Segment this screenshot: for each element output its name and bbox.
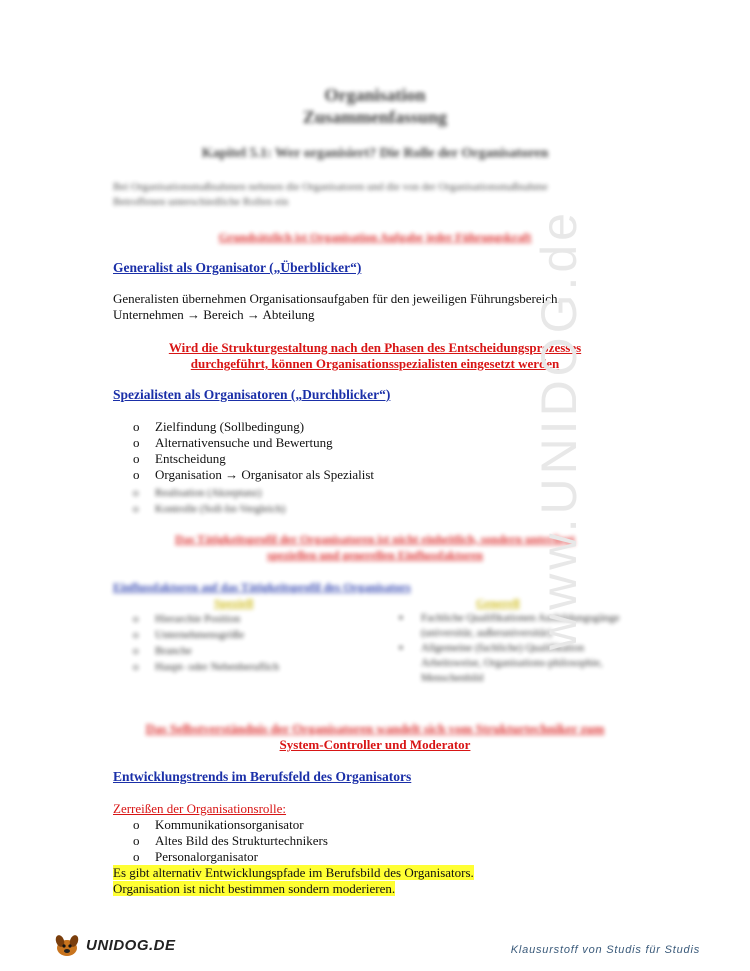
specialists-heading: Spezialisten als Organisatoren („Durchblicker“) <box>113 387 391 402</box>
list-item: o Haupt- oder Nebenberuflich <box>133 659 279 675</box>
special-column-head: Speziell <box>214 596 254 610</box>
specialists-list-blurred <box>133 485 285 517</box>
activity-note-line-2: speziellen und generellen Einflussfaktoren <box>267 548 483 562</box>
list-item: o Entscheidung <box>133 451 374 467</box>
factors-heading: Einflussfaktoren auf das Tätigkeitsprofil des Organisators <box>113 580 411 594</box>
dog-mascot-icon <box>52 932 82 958</box>
trends-heading: Entwicklungstrends im Berufsfeld des Organisators <box>113 769 412 784</box>
phases-note-line-2: durchgeführt, können Organisationsspezialisten eingesetzt werden <box>190 356 560 371</box>
self-note <box>0 721 750 753</box>
title-line-1: Organisation <box>324 85 426 105</box>
list-item: o Kommunikationsorganisator <box>133 817 328 833</box>
footer-logo <box>52 931 176 959</box>
list-item: ▪ Fachliche Qualifikationen Ausbildungsgänge (universitär, außeruniversitär) <box>399 611 629 641</box>
self-note-line-1: Das Selbstverständnis der Organisatoren wandelt sich vom Strukturtechniker zum <box>145 721 605 736</box>
list-item: o Realisation (Akzeptanz) <box>133 485 285 501</box>
trends-list <box>133 817 328 865</box>
role-heading: Zerreißen der Organisationsrolle: <box>113 801 287 816</box>
highlight-text-2: Organisation ist nicht bestimmen sondern moderieren. <box>113 881 396 896</box>
highlight-text-1: Es gibt alternativ Entwicklungspfade im Berufsbild des Organisators. <box>113 865 474 880</box>
footer-logo-text: UNIDOG.DE <box>86 936 176 954</box>
footer-tagline: Klausurstoff von Studis für Studis <box>510 944 700 956</box>
principle-note <box>0 229 750 245</box>
watermark: www.UNIDOG.de <box>531 209 587 650</box>
activity-note <box>0 531 750 563</box>
phases-note-line-1: Wird die Strukturgestaltung nach den Phasen des Entscheidungsprozesses <box>168 340 582 355</box>
list-item: o Kontrolle (Soll-Ist-Vergleich) <box>133 501 285 517</box>
list-item: o Zielfindung (Sollbedingung) <box>133 419 374 435</box>
highlight-line-2 <box>113 881 395 897</box>
highlight-line-1 <box>113 865 474 881</box>
list-item: o Branche <box>133 643 279 659</box>
special-factors-list <box>133 611 279 675</box>
document-title <box>0 84 750 128</box>
intro-paragraph: Bei Organisationsmaßnahmen nehmen die Organisatoren und die von der Organisationsmaßnahme Betroffenen unterschiedliche Rollen ein <box>113 181 548 208</box>
list-item: o Hierarchie Position <box>133 611 279 627</box>
generalist-text-1: Generalisten übernehmen Organisationsaufgaben für den jeweiligen Führungsbereich. <box>113 291 561 306</box>
principle-text: Grundsätzlich ist Organisation Aufgabe jeder Führungskraft <box>218 230 532 244</box>
generalist-text-2: Unternehmen → Bereich → Abteilung <box>113 307 315 322</box>
list-item: ▪ Allgemeine (fachliche) Qualifikation Arbeitsweise, Organisations-philosophie, Menschenbild <box>399 641 629 686</box>
general-factors-list <box>399 611 629 686</box>
list-item: o Alternativensuche und Bewertung <box>133 435 374 451</box>
self-note-line-2: System-Controller und Moderator <box>279 737 471 752</box>
title-line-2: Zusammenfassung <box>302 107 448 127</box>
phases-note <box>0 340 750 372</box>
generalist-heading: Generalist als Organisator („Überblicker“) <box>113 260 362 275</box>
list-item: o Personalorganisator <box>133 849 328 865</box>
activity-note-line-1: Das Tätigkeitsprofil der Organisatoren ist nicht einheitlich, sondern unterliegt <box>174 532 576 546</box>
list-item: o Unternehmensgröße <box>133 627 279 643</box>
general-column-head: Generell <box>476 596 520 610</box>
list-item: o Altes Bild des Strukturtechnikers <box>133 833 328 849</box>
list-item: o Organisation → Organisator als Spezialist <box>133 467 374 483</box>
chapter-heading: Kapitel 5.1: Wer organisiert? Die Rolle der Organisatoren <box>201 146 549 161</box>
specialists-list <box>133 419 374 483</box>
